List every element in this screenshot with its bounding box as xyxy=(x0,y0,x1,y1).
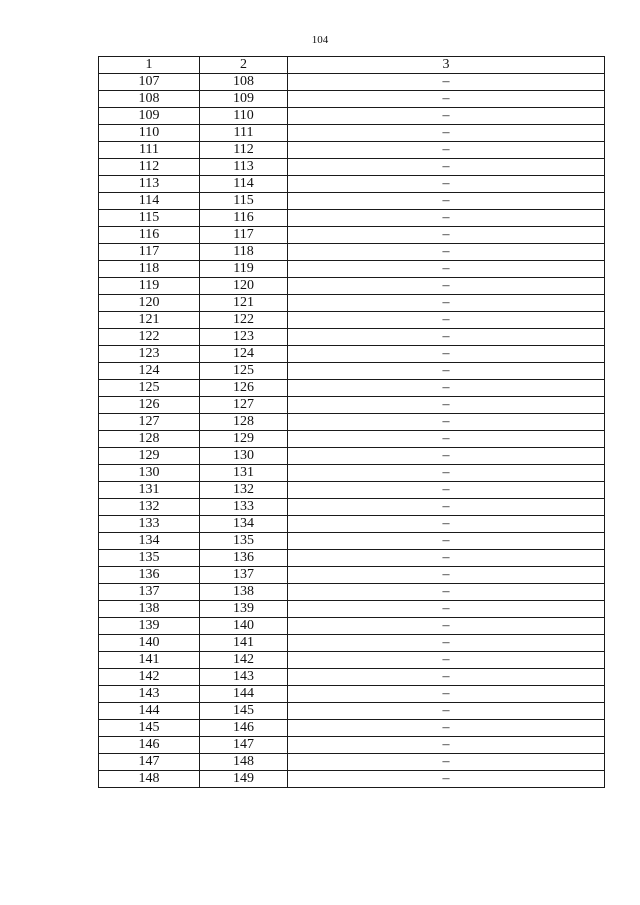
table-cell-col-3: – xyxy=(288,601,605,618)
table-cell-col-2: 124 xyxy=(200,346,288,363)
table-cell-col-3: – xyxy=(288,278,605,295)
table-cell-col-2: 141 xyxy=(200,635,288,652)
table-row xyxy=(99,346,605,363)
table-cell-col-2: 111 xyxy=(200,125,288,142)
table-cell-col-3: – xyxy=(288,550,605,567)
table-row xyxy=(99,312,605,329)
table-cell-col-2: 113 xyxy=(200,159,288,176)
table-cell-col-2: 119 xyxy=(200,261,288,278)
table-cell-col-2: 112 xyxy=(200,142,288,159)
table-row xyxy=(99,754,605,771)
table-cell-col-2: 115 xyxy=(200,193,288,210)
table-row xyxy=(99,720,605,737)
table-cell-col-3: – xyxy=(288,703,605,720)
table-cell-col-1: 127 xyxy=(99,414,200,431)
table-row xyxy=(99,227,605,244)
table-row xyxy=(99,635,605,652)
table-cell-col-3: – xyxy=(288,431,605,448)
table-cell-col-2: 114 xyxy=(200,176,288,193)
table-cell-col-3: – xyxy=(288,720,605,737)
table-cell-col-3: – xyxy=(288,482,605,499)
table-cell-col-1: 138 xyxy=(99,601,200,618)
table-cell-col-2: 140 xyxy=(200,618,288,635)
table-cell-col-2: 143 xyxy=(200,669,288,686)
table-row xyxy=(99,669,605,686)
data-table xyxy=(98,56,605,788)
table-row xyxy=(99,414,605,431)
table-cell-col-3: – xyxy=(288,142,605,159)
table-cell-col-2: 129 xyxy=(200,431,288,448)
table-cell-col-3: – xyxy=(288,74,605,91)
table-cell-col-2: 144 xyxy=(200,686,288,703)
table-cell-col-2: 146 xyxy=(200,720,288,737)
table-cell-col-2: 109 xyxy=(200,91,288,108)
table-cell-col-3: – xyxy=(288,125,605,142)
table-cell-col-3: – xyxy=(288,448,605,465)
table-cell-col-1: 108 xyxy=(99,91,200,108)
table-row xyxy=(99,448,605,465)
table-cell-col-1: 114 xyxy=(99,193,200,210)
table-cell-col-1: 125 xyxy=(99,380,200,397)
table-cell-col-2: 145 xyxy=(200,703,288,720)
table-cell-col-3: – xyxy=(288,363,605,380)
table-cell-col-1: 121 xyxy=(99,312,200,329)
table-cell-col-2: 131 xyxy=(200,465,288,482)
table-cell-col-3: – xyxy=(288,754,605,771)
table-cell-col-2: 128 xyxy=(200,414,288,431)
table-row xyxy=(99,244,605,261)
table-row xyxy=(99,601,605,618)
table-row xyxy=(99,584,605,601)
table-cell-col-2: 130 xyxy=(200,448,288,465)
table-cell-col-2: 132 xyxy=(200,482,288,499)
table-cell-col-2: 142 xyxy=(200,652,288,669)
table-cell-col-2: 123 xyxy=(200,329,288,346)
table-row xyxy=(99,142,605,159)
table-cell-col-3: – xyxy=(288,533,605,550)
table-row xyxy=(99,618,605,635)
table-cell-col-1: 143 xyxy=(99,686,200,703)
table-cell-col-3: – xyxy=(288,771,605,788)
table-row xyxy=(99,295,605,312)
table-cell-col-1: 146 xyxy=(99,737,200,754)
table-cell-col-3: – xyxy=(288,176,605,193)
table-cell-col-3: – xyxy=(288,635,605,652)
table-row xyxy=(99,652,605,669)
table-cell-col-3: – xyxy=(288,465,605,482)
table-cell-col-3: – xyxy=(288,346,605,363)
table-cell-col-2: 148 xyxy=(200,754,288,771)
table-row xyxy=(99,176,605,193)
table-row xyxy=(99,465,605,482)
table-row xyxy=(99,329,605,346)
table-row xyxy=(99,363,605,380)
table-row xyxy=(99,703,605,720)
table-cell-col-2: 127 xyxy=(200,397,288,414)
table-cell-col-1: 111 xyxy=(99,142,200,159)
table-row xyxy=(99,771,605,788)
table-cell-col-3: – xyxy=(288,584,605,601)
table-cell-col-2: 116 xyxy=(200,210,288,227)
table-cell-col-2: 136 xyxy=(200,550,288,567)
table-cell-col-2: 120 xyxy=(200,278,288,295)
table-cell-col-1: 107 xyxy=(99,74,200,91)
table-cell-col-1: 117 xyxy=(99,244,200,261)
table-row xyxy=(99,686,605,703)
table-row xyxy=(99,380,605,397)
table-row xyxy=(99,91,605,108)
table-cell-col-3: – xyxy=(288,193,605,210)
table-row xyxy=(99,193,605,210)
table-header xyxy=(99,57,605,74)
table-cell-col-1: 109 xyxy=(99,108,200,125)
table-cell-col-2: 135 xyxy=(200,533,288,550)
table-cell-col-1: 126 xyxy=(99,397,200,414)
table-cell-col-2: 121 xyxy=(200,295,288,312)
table-cell-col-2: 125 xyxy=(200,363,288,380)
table-row xyxy=(99,533,605,550)
table-row xyxy=(99,108,605,125)
table-cell-col-2: 110 xyxy=(200,108,288,125)
table-cell-col-1: 130 xyxy=(99,465,200,482)
table-cell-col-2: 122 xyxy=(200,312,288,329)
table-cell-col-3: – xyxy=(288,516,605,533)
table-cell-col-1: 118 xyxy=(99,261,200,278)
table-cell-col-3: – xyxy=(288,312,605,329)
table-cell-col-1: 131 xyxy=(99,482,200,499)
table-cell-col-1: 123 xyxy=(99,346,200,363)
table-cell-col-3: – xyxy=(288,380,605,397)
table-cell-col-1: 112 xyxy=(99,159,200,176)
table-cell-col-1: 122 xyxy=(99,329,200,346)
table-cell-col-3: – xyxy=(288,737,605,754)
table-row xyxy=(99,261,605,278)
table-cell-col-1: 135 xyxy=(99,550,200,567)
table-cell-col-2: 139 xyxy=(200,601,288,618)
table-cell-col-3: – xyxy=(288,244,605,261)
page-number: 104 xyxy=(311,34,329,46)
table-cell-col-2: 126 xyxy=(200,380,288,397)
table-row xyxy=(99,737,605,754)
table-cell-col-1: 144 xyxy=(99,703,200,720)
table-cell-col-1: 116 xyxy=(99,227,200,244)
table-cell-col-2: 134 xyxy=(200,516,288,533)
table-cell-col-1: 113 xyxy=(99,176,200,193)
table-cell-col-3: – xyxy=(288,686,605,703)
table-cell-col-3: – xyxy=(288,329,605,346)
table-cell-col-1: 136 xyxy=(99,567,200,584)
column-header-1: 1 xyxy=(99,57,200,74)
table-row xyxy=(99,397,605,414)
table-cell-col-3: – xyxy=(288,652,605,669)
table-cell-col-3: – xyxy=(288,397,605,414)
table-cell-col-3: – xyxy=(288,91,605,108)
table-cell-col-1: 119 xyxy=(99,278,200,295)
table-cell-col-1: 134 xyxy=(99,533,200,550)
table-body xyxy=(99,74,605,788)
table-cell-col-1: 140 xyxy=(99,635,200,652)
table-cell-col-1: 147 xyxy=(99,754,200,771)
table-cell-col-1: 148 xyxy=(99,771,200,788)
table-cell-col-1: 128 xyxy=(99,431,200,448)
table-row xyxy=(99,567,605,584)
table-row xyxy=(99,125,605,142)
column-header-2: 2 xyxy=(200,57,288,74)
table-cell-col-1: 145 xyxy=(99,720,200,737)
table-cell-col-3: – xyxy=(288,499,605,516)
table-cell-col-1: 139 xyxy=(99,618,200,635)
table-cell-col-2: 117 xyxy=(200,227,288,244)
table-cell-col-1: 133 xyxy=(99,516,200,533)
table-row xyxy=(99,210,605,227)
table-row xyxy=(99,516,605,533)
table-cell-col-1: 142 xyxy=(99,669,200,686)
table-cell-col-3: – xyxy=(288,108,605,125)
column-header-3: 3 xyxy=(288,57,605,74)
table-cell-col-3: – xyxy=(288,159,605,176)
table-row xyxy=(99,159,605,176)
header-row xyxy=(99,57,605,74)
table-cell-col-1: 110 xyxy=(99,125,200,142)
table-cell-col-3: – xyxy=(288,414,605,431)
table-cell-col-3: – xyxy=(288,210,605,227)
table-row xyxy=(99,482,605,499)
table-cell-col-1: 120 xyxy=(99,295,200,312)
table-row xyxy=(99,431,605,448)
table-cell-col-3: – xyxy=(288,227,605,244)
table-cell-col-2: 149 xyxy=(200,771,288,788)
table-cell-col-1: 115 xyxy=(99,210,200,227)
table-cell-col-1: 129 xyxy=(99,448,200,465)
table-cell-col-3: – xyxy=(288,567,605,584)
table-cell-col-1: 132 xyxy=(99,499,200,516)
table-cell-col-2: 108 xyxy=(200,74,288,91)
table-cell-col-2: 138 xyxy=(200,584,288,601)
table-cell-col-3: – xyxy=(288,618,605,635)
table-cell-col-3: – xyxy=(288,261,605,278)
table-row xyxy=(99,74,605,91)
table-cell-col-3: – xyxy=(288,669,605,686)
table-cell-col-2: 133 xyxy=(200,499,288,516)
table-cell-col-2: 118 xyxy=(200,244,288,261)
table-cell-col-2: 137 xyxy=(200,567,288,584)
table-cell-col-1: 137 xyxy=(99,584,200,601)
table-row xyxy=(99,499,605,516)
table-cell-col-2: 147 xyxy=(200,737,288,754)
table-cell-col-1: 124 xyxy=(99,363,200,380)
table-row xyxy=(99,550,605,567)
table-row xyxy=(99,278,605,295)
table-cell-col-3: – xyxy=(288,295,605,312)
table-cell-col-1: 141 xyxy=(99,652,200,669)
